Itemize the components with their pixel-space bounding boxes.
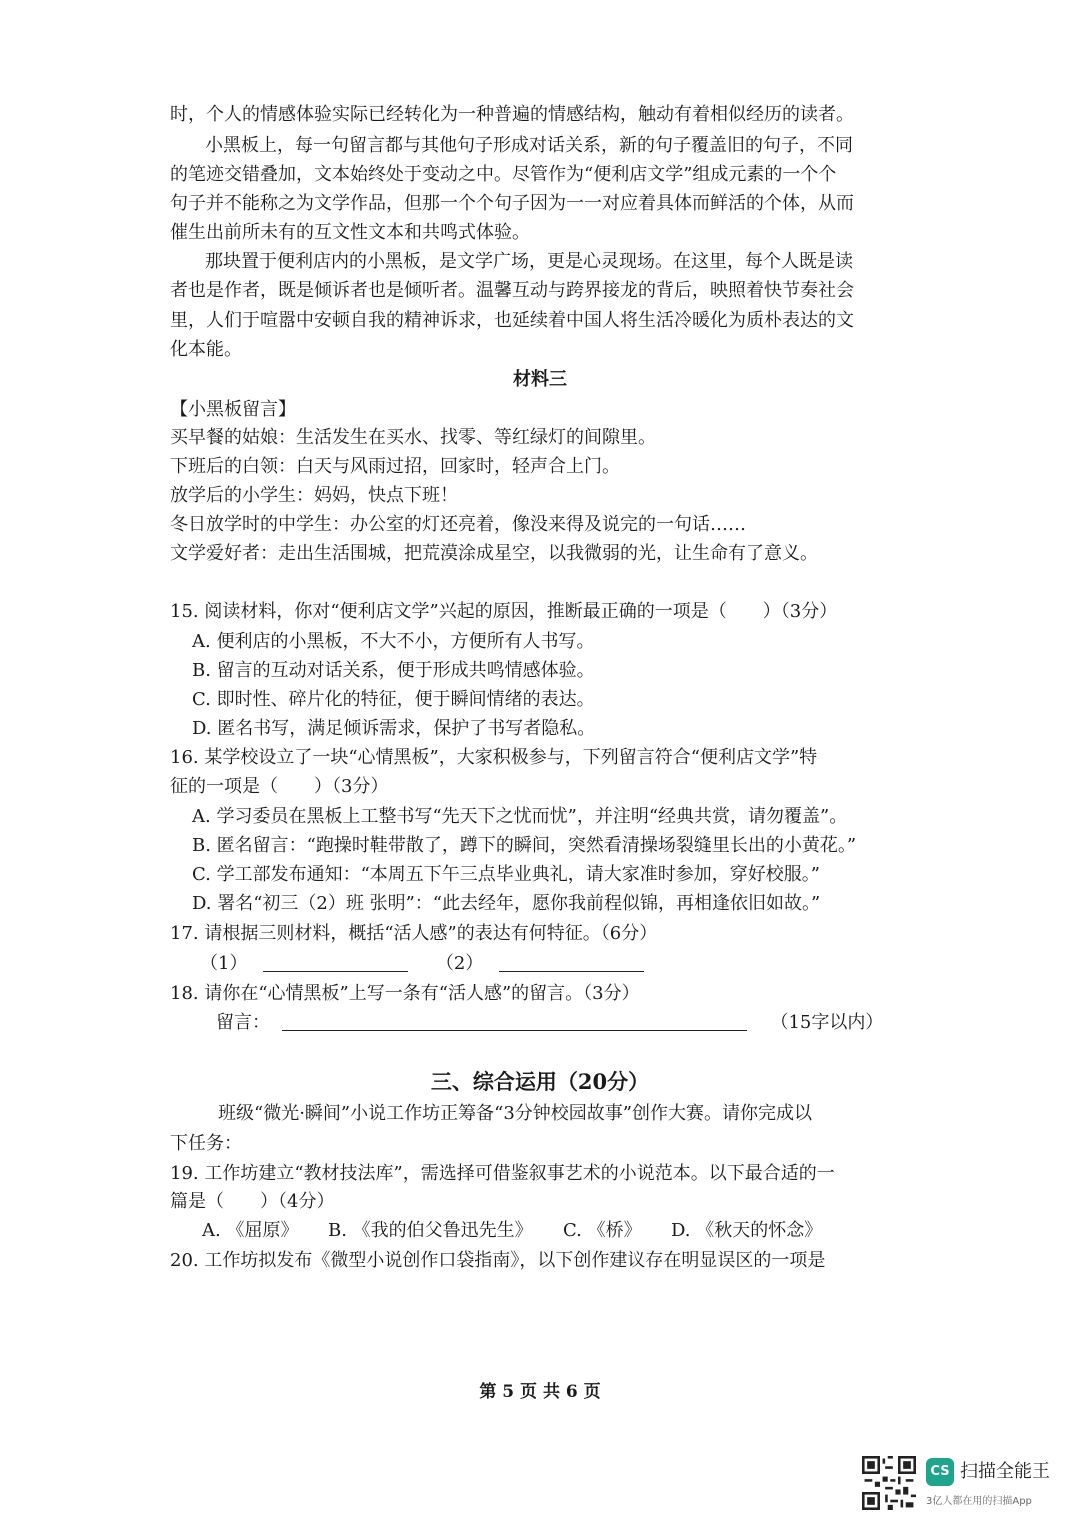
word-limit-note: （15字以内） [770,1012,884,1033]
question-17-blank-label: （1） [200,953,248,974]
message-blank[interactable] [282,1012,747,1031]
question-17-blank-label: （2） [435,953,484,974]
section-three-intro: 下任务： [170,1133,242,1154]
question-20-stem: 20. 工作坊拟发布《微型小说创作口袋指南》，以下创作建议存在明显误区的一项是 [170,1250,826,1271]
paragraph-line: 那块置于便利店内的小黑板，是文学广场，更是心灵现场。在这里，每个人既是读 [205,251,853,272]
question-15-option: A. 便利店的小黑板，不大不小，方便所有人书写。 [192,631,595,652]
camscanner-watermark [862,1456,1062,1512]
paragraph-line: 者也是作者，既是倾诉者也是倾听者。温馨互动与跨界接龙的背后，映照着快节奏社会 [170,280,854,301]
question-19-options [202,1220,880,1242]
paragraph-line: 里，人们于喧嚣中安顿自我的精神诉求，也延续着中国人将生活冷暖化为质朴表达的文 [170,310,854,331]
question-19-option: C. 《桥》 [563,1220,642,1241]
question-19-option: A. 《屈原》 [202,1220,299,1241]
blackboard-message: 下班后的白领：白天与风雨过招，回家时，轻声合上门。 [170,456,620,477]
camscanner-slogan: 3亿人都在用的扫描App [926,1496,1032,1507]
question-16-option: C. 学工部发布通知：“本周五下午三点毕业典礼，请大家准时参加，穿好校服。” [192,864,820,885]
paragraph-line: 时，个人的情感体验实际已经转化为一种普遍的情感结构，触动有着相似经历的读者。 [170,104,854,125]
message-label: 留言： [216,1012,270,1033]
question-15-option: B. 留言的互动对话关系，便于形成共鸣情感体验。 [192,660,595,681]
camscanner-logo-icon: CS [926,1458,954,1486]
page-number: 第 5 页 共 6 页 [479,1382,601,1402]
question-17-stem: 17. 请根据三则材料，概括“活人感”的表达有何特征。（6分） [170,923,658,944]
paragraph-line: 催生出前所未有的互文性文本和共鸣式体验。 [170,222,530,243]
blackboard-message: 冬日放学时的中学生：办公室的灯还亮着，像没来得及说完的一句话…… [170,514,746,535]
paragraph-line: 的笔迹交错叠加，文本始终处于变动之中。尽管作为“便利店文学”组成元素的一个个 [170,164,837,185]
paragraph-line: 小黑板上，每一句留言都与其他句子形成对话关系，新的句子覆盖旧的句子，不同 [205,135,853,156]
paragraph-line: 句子并不能称之为文学作品，但那一个个句子因为一一对应着具体而鲜活的个体，从而 [170,193,854,214]
question-19-stem: 篇是（ ）（4分） [170,1191,335,1212]
material-three-label: 【小黑板留言】 [170,399,296,420]
question-19-option: D. 《秋天的怀念》 [671,1220,823,1241]
question-15-stem: 15. 阅读材料，你对“便利店文学”兴起的原因，推断最正确的一项是（ ）（3分） [170,601,838,622]
paragraph-line: 化本能。 [170,339,242,360]
qr-code-icon [862,1456,916,1510]
question-18-answer-row [216,1012,884,1034]
question-15-option: D. 匿名书写，满足倾诉需求，保护了书写者隐私。 [192,718,596,739]
question-16-stem: 征的一项是（ ）（3分） [170,776,389,797]
question-15-option: C. 即时性、碎片化的特征，便于瞬间情绪的表达。 [192,689,595,710]
question-16-option: D. 署名“初三（2）班 张明”：“此去经年，愿你我前程似锦，再相逢依旧如故。” [192,893,821,914]
section-three-intro: 班级“微光·瞬间”小说工作坊正筹备“3分钟校园故事”创作大赛。请你完成以 [218,1103,812,1124]
question-19-option: B. 《我的伯父鲁迅先生》 [328,1220,533,1241]
section-three-title: 三、综合运用（20分） [430,1069,650,1094]
question-18-stem: 18. 请你在“心情黑板”上写一条有“活人感”的留言。（3分） [170,983,640,1004]
question-17-answers [200,953,880,975]
question-16-option: B. 匿名留言：“跑操时鞋带散了，蹲下的瞬间，突然看清操场裂缝里长出的小黄花。” [192,835,857,856]
blackboard-message: 放学后的小学生：妈妈，快点下班！ [170,485,458,506]
answer-blank-2[interactable] [499,953,644,972]
blackboard-message: 文学爱好者：走出生活围城，把荒漠涂成星空，以我微弱的光，让生命有了意义。 [170,543,818,564]
question-16-stem: 16. 某学校设立了一块“心情黑板”，大家积极参与，下列留言符合“便利店文学”特 [170,747,818,768]
answer-blank-1[interactable] [263,953,408,972]
blackboard-message: 买早餐的姑娘：生活发生在买水、找零、等红绿灯的间隙里。 [170,427,656,448]
camscanner-app-name: 扫描全能王 [960,1461,1050,1482]
question-16-option: A. 学习委员在黑板上工整书写“先天下之忧而忧”，并注明“经典共赏，请勿覆盖”。 [192,806,848,827]
material-three-title: 材料三 [513,369,567,390]
question-19-stem: 19. 工作坊建立“教材技法库”，需选择可借鉴叙事艺术的小说范本。以下最合适的一 [170,1163,835,1184]
